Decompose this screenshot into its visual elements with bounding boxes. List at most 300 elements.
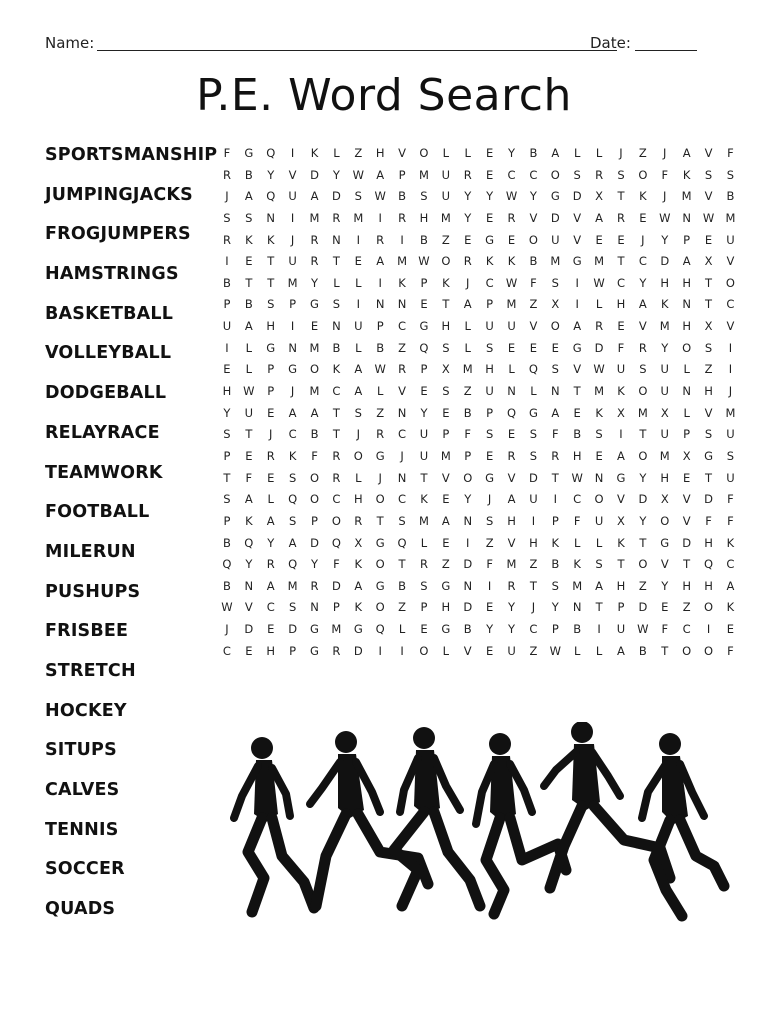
grid-letter[interactable]: B (420, 232, 428, 247)
grid-letter[interactable]: N (310, 600, 319, 615)
grid-letter[interactable]: N (682, 210, 691, 225)
grid-letter[interactable]: S (639, 362, 647, 377)
grid-letter[interactable]: Y (310, 557, 319, 572)
grid-letter[interactable]: D (528, 470, 538, 485)
grid-letter[interactable]: W (549, 643, 561, 658)
grid-letter[interactable]: U (419, 427, 429, 442)
grid-letter[interactable]: D (594, 340, 604, 355)
grid-letter[interactable]: I (378, 275, 382, 290)
grid-letter[interactable]: R (507, 448, 516, 463)
grid-letter[interactable]: O (463, 470, 473, 485)
grid-letter[interactable]: M (287, 578, 298, 593)
grid-letter[interactable]: V (617, 492, 625, 507)
grid-letter[interactable]: J (225, 189, 229, 204)
grid-letter[interactable]: R (419, 557, 428, 572)
grid-letter[interactable]: S (223, 492, 231, 507)
grid-letter[interactable]: W (221, 600, 233, 615)
grid-letter[interactable]: A (726, 578, 735, 593)
grid-letter[interactable]: H (485, 362, 494, 377)
grid-letter[interactable]: R (507, 210, 516, 225)
grid-letter[interactable]: V (660, 557, 669, 572)
grid-letter[interactable]: D (353, 643, 363, 658)
grid-letter[interactable]: R (310, 232, 319, 247)
grid-letter[interactable]: B (223, 535, 231, 550)
grid-letter[interactable]: Y (267, 535, 275, 550)
grid-letter[interactable]: T (442, 297, 450, 312)
grid-letter[interactable]: K (354, 600, 363, 615)
grid-letter[interactable]: S (595, 557, 603, 572)
grid-letter[interactable]: D (638, 600, 648, 615)
grid-letter[interactable]: M (659, 448, 670, 463)
grid-letter[interactable]: H (682, 578, 691, 593)
grid-letter[interactable]: M (594, 384, 605, 399)
grid-letter[interactable]: P (420, 600, 428, 615)
grid-letter[interactable]: R (376, 232, 385, 247)
grid-letter[interactable]: K (245, 232, 253, 247)
grid-letter[interactable]: M (309, 210, 320, 225)
grid-letter[interactable]: L (595, 643, 603, 658)
grid-letter[interactable]: Q (244, 535, 254, 550)
grid-letter[interactable]: J (466, 275, 470, 290)
grid-letter[interactable]: T (617, 557, 625, 572)
grid-letter[interactable]: I (378, 210, 382, 225)
grid-letter[interactable]: E (485, 448, 494, 463)
grid-letter[interactable]: Z (704, 362, 713, 377)
grid-letter[interactable]: L (573, 643, 581, 658)
grid-letter[interactable]: E (420, 622, 428, 637)
grid-letter[interactable]: B (244, 297, 253, 312)
grid-letter[interactable]: D (682, 535, 692, 550)
grid-letter[interactable]: O (375, 600, 385, 615)
grid-letter[interactable]: A (507, 492, 516, 507)
grid-letter[interactable]: V (726, 319, 735, 334)
grid-letter[interactable]: V (288, 167, 297, 182)
grid-letter[interactable]: Q (288, 492, 298, 507)
grid-letter[interactable]: B (573, 622, 582, 637)
grid-letter[interactable]: K (354, 557, 363, 572)
grid-letter[interactable]: O (704, 600, 714, 615)
grid-letter[interactable]: M (397, 254, 408, 269)
grid-letter[interactable]: K (595, 405, 603, 420)
grid-letter[interactable]: F (727, 146, 734, 160)
grid-letter[interactable]: U (529, 492, 538, 507)
grid-letter[interactable]: O (550, 319, 560, 334)
grid-letter[interactable]: A (288, 535, 297, 550)
grid-letter[interactable]: K (507, 254, 516, 269)
grid-letter[interactable]: V (529, 210, 538, 225)
grid-letter[interactable]: S (726, 167, 735, 182)
grid-letter[interactable]: E (595, 232, 603, 247)
grid-letter[interactable]: J (663, 189, 667, 204)
grid-letter[interactable]: T (683, 557, 691, 572)
grid-letter[interactable]: W (374, 189, 386, 204)
grid-letter[interactable]: I (553, 492, 557, 507)
grid-letter[interactable]: N (332, 232, 341, 247)
grid-letter[interactable]: Y (332, 167, 340, 182)
grid-letter[interactable]: J (619, 146, 623, 160)
grid-letter[interactable]: E (310, 319, 319, 334)
grid-letter[interactable]: C (529, 622, 538, 637)
grid-letter[interactable]: G (353, 622, 363, 637)
grid-letter[interactable]: B (551, 557, 560, 572)
grid-letter[interactable]: L (420, 535, 428, 550)
grid-letter[interactable]: L (595, 535, 603, 550)
grid-letter[interactable]: O (638, 557, 648, 572)
grid-letter[interactable]: A (266, 578, 275, 593)
grid-letter[interactable]: P (683, 232, 691, 247)
grid-letter[interactable]: X (704, 319, 713, 334)
grid-letter[interactable]: Q (375, 622, 385, 637)
grid-letter[interactable]: W (374, 362, 386, 377)
grid-letter[interactable]: Y (486, 622, 494, 637)
grid-letter[interactable]: S (704, 427, 713, 442)
grid-letter[interactable]: H (441, 319, 451, 334)
grid-letter[interactable]: U (660, 427, 669, 442)
grid-letter[interactable]: V (398, 384, 406, 399)
grid-letter[interactable]: L (530, 384, 537, 399)
grid-letter[interactable]: D (288, 622, 298, 637)
grid-letter[interactable]: S (332, 297, 341, 312)
grid-letter[interactable]: G (485, 470, 495, 485)
grid-letter[interactable]: H (507, 513, 516, 528)
grid-letter[interactable]: P (289, 297, 297, 312)
grid-letter[interactable]: L (333, 275, 340, 290)
grid-letter[interactable]: U (594, 513, 604, 528)
grid-letter[interactable]: N (682, 297, 691, 312)
grid-letter[interactable]: G (485, 232, 495, 247)
grid-letter[interactable]: P (442, 427, 450, 442)
grid-letter[interactable]: I (290, 210, 295, 225)
grid-letter[interactable]: I (378, 643, 382, 658)
grid-letter[interactable]: I (575, 297, 579, 312)
grid-letter[interactable]: J (356, 427, 360, 442)
grid-letter[interactable]: R (222, 232, 231, 247)
grid-letter[interactable]: L (398, 622, 406, 637)
grid-letter[interactable]: S (617, 167, 625, 182)
grid-letter[interactable]: L (355, 275, 362, 290)
grid-letter[interactable]: R (332, 448, 341, 463)
grid-letter[interactable]: Y (508, 146, 516, 160)
grid-letter[interactable]: B (463, 405, 472, 420)
grid-letter[interactable]: S (704, 167, 713, 182)
grid-letter[interactable]: P (683, 427, 691, 442)
grid-letter[interactable]: T (332, 254, 340, 269)
grid-letter[interactable]: H (616, 578, 626, 593)
grid-letter[interactable]: B (638, 643, 647, 658)
grid-letter[interactable]: A (244, 319, 253, 334)
grid-letter[interactable]: I (597, 622, 601, 637)
grid-letter[interactable]: F (223, 146, 231, 160)
grid-letter[interactable]: P (267, 362, 275, 377)
grid-letter[interactable]: Q (506, 405, 517, 420)
grid-letter[interactable]: E (245, 643, 253, 658)
grid-letter[interactable]: V (507, 535, 516, 550)
grid-letter[interactable]: A (354, 362, 363, 377)
grid-letter[interactable]: R (310, 254, 319, 269)
grid-letter[interactable]: T (705, 275, 713, 290)
grid-letter[interactable]: C (573, 492, 582, 507)
grid-letter[interactable]: H (266, 643, 276, 658)
grid-letter[interactable]: F (486, 557, 493, 572)
grid-letter[interactable]: W (637, 622, 649, 637)
grid-letter[interactable]: E (617, 232, 625, 247)
grid-letter[interactable]: X (354, 535, 363, 550)
grid-letter[interactable]: E (573, 405, 581, 420)
grid-letter[interactable]: V (573, 210, 582, 225)
grid-letter[interactable]: C (398, 492, 407, 507)
grid-letter[interactable]: P (223, 513, 231, 528)
grid-letter[interactable]: Z (354, 146, 363, 160)
grid-letter[interactable]: S (595, 427, 603, 442)
grid-letter[interactable]: H (222, 384, 232, 399)
grid-letter[interactable]: A (244, 189, 253, 204)
grid-letter[interactable]: H (419, 210, 429, 225)
grid-letter[interactable]: Q (419, 340, 429, 355)
grid-letter[interactable]: T (267, 254, 275, 269)
grid-letter[interactable]: M (725, 210, 736, 225)
grid-letter[interactable]: G (660, 535, 670, 550)
grid-letter[interactable]: B (529, 146, 538, 160)
grid-letter[interactable]: A (376, 254, 385, 269)
grid-letter[interactable]: P (486, 405, 494, 420)
grid-letter[interactable]: J (269, 427, 273, 442)
grid-letter[interactable]: S (398, 513, 406, 528)
grid-letter[interactable]: C (726, 557, 735, 572)
grid-letter[interactable]: F (245, 470, 253, 485)
grid-letter[interactable]: J (487, 492, 492, 507)
grid-letter[interactable]: G (528, 405, 538, 420)
grid-letter[interactable]: Z (529, 557, 538, 572)
grid-letter[interactable]: H (704, 384, 713, 399)
grid-letter[interactable]: K (266, 232, 275, 247)
grid-letter[interactable]: D (331, 189, 341, 204)
grid-letter[interactable]: D (463, 600, 473, 615)
grid-letter[interactable]: R (266, 557, 275, 572)
grid-letter[interactable]: Z (485, 535, 494, 550)
grid-letter[interactable]: J (225, 622, 229, 637)
grid-letter[interactable]: T (661, 643, 669, 658)
grid-letter[interactable]: I (466, 535, 470, 550)
grid-letter[interactable]: V (529, 319, 538, 334)
grid-letter[interactable]: H (441, 600, 451, 615)
grid-letter[interactable]: Y (420, 405, 428, 420)
grid-letter[interactable]: H (704, 578, 713, 593)
grid-letter[interactable]: I (400, 643, 404, 658)
grid-letter[interactable]: R (354, 513, 363, 528)
grid-letter[interactable]: I (356, 297, 360, 312)
grid-letter[interactable]: M (440, 210, 451, 225)
grid-letter[interactable]: V (244, 600, 253, 615)
grid-letter[interactable]: Y (464, 189, 472, 204)
grid-letter[interactable]: L (595, 297, 603, 312)
grid-letter[interactable]: O (309, 362, 320, 377)
grid-letter[interactable]: E (223, 362, 231, 377)
grid-letter[interactable]: E (485, 167, 494, 182)
grid-letter[interactable]: L (508, 362, 515, 377)
grid-letter[interactable]: C (485, 275, 494, 290)
grid-letter[interactable]: R (595, 319, 604, 334)
grid-letter[interactable]: G (616, 470, 626, 485)
grid-letter[interactable]: L (573, 535, 581, 550)
grid-letter[interactable]: X (551, 297, 560, 312)
grid-letter[interactable]: G (244, 146, 254, 160)
grid-letter[interactable]: U (485, 319, 494, 334)
grid-letter[interactable]: I (290, 319, 295, 334)
grid-letter[interactable]: P (551, 622, 559, 637)
grid-letter[interactable]: S (223, 427, 231, 442)
grid-letter[interactable]: G (375, 578, 385, 593)
grid-letter[interactable]: C (222, 643, 231, 658)
grid-letter[interactable]: N (397, 470, 407, 485)
grid-letter[interactable]: Y (267, 167, 275, 182)
grid-letter[interactable]: E (485, 146, 494, 160)
grid-letter[interactable]: R (551, 448, 560, 463)
grid-letter[interactable]: C (398, 319, 407, 334)
grid-letter[interactable]: F (727, 492, 734, 507)
grid-letter[interactable]: S (223, 210, 231, 225)
grid-letter[interactable]: T (573, 384, 581, 399)
grid-letter[interactable]: G (572, 254, 582, 269)
grid-letter[interactable]: C (398, 427, 407, 442)
grid-letter[interactable]: J (531, 600, 536, 615)
grid-letter[interactable]: L (442, 146, 450, 160)
grid-letter[interactable]: Y (661, 232, 669, 247)
grid-letter[interactable]: E (485, 600, 494, 615)
grid-letter[interactable]: P (464, 448, 472, 463)
grid-letter[interactable]: C (266, 600, 275, 615)
grid-letter[interactable]: Y (639, 470, 647, 485)
grid-letter[interactable]: F (661, 622, 669, 637)
grid-letter[interactable]: C (638, 254, 647, 269)
grid-letter[interactable]: L (683, 405, 690, 420)
grid-letter[interactable]: E (267, 470, 275, 485)
grid-letter[interactable]: D (244, 622, 254, 637)
grid-letter[interactable]: A (595, 578, 604, 593)
grid-letter[interactable]: O (660, 513, 670, 528)
grid-letter[interactable]: F (551, 427, 559, 442)
grid-letter[interactable]: O (309, 492, 320, 507)
grid-letter[interactable]: A (463, 297, 472, 312)
grid-letter[interactable]: L (442, 643, 450, 658)
grid-letter[interactable]: T (705, 470, 713, 485)
grid-letter[interactable]: E (442, 405, 450, 420)
grid-letter[interactable]: Z (398, 600, 407, 615)
grid-letter[interactable]: I (575, 275, 579, 290)
grid-letter[interactable]: K (726, 600, 735, 615)
grid-letter[interactable]: E (267, 405, 275, 420)
grid-letter[interactable]: U (616, 622, 626, 637)
grid-letter[interactable]: E (683, 470, 691, 485)
grid-letter[interactable]: U (441, 167, 451, 182)
grid-letter[interactable]: G (572, 340, 582, 355)
grid-letter[interactable]: M (353, 210, 364, 225)
grid-letter[interactable]: Q (397, 535, 407, 550)
grid-letter[interactable]: O (638, 448, 648, 463)
grid-letter[interactable]: D (638, 492, 648, 507)
grid-letter[interactable]: J (290, 232, 295, 247)
grid-letter[interactable]: S (551, 275, 559, 290)
grid-letter[interactable]: M (506, 297, 517, 312)
grid-letter[interactable]: Y (508, 600, 516, 615)
grid-letter[interactable]: X (660, 492, 669, 507)
grid-letter[interactable]: L (595, 146, 603, 160)
grid-letter[interactable]: B (529, 254, 538, 269)
grid-letter[interactable]: O (375, 557, 385, 572)
grid-letter[interactable]: S (420, 189, 428, 204)
grid-letter[interactable]: U (485, 384, 494, 399)
grid-letter[interactable]: V (682, 513, 691, 528)
grid-letter[interactable]: X (617, 513, 625, 528)
grid-letter[interactable]: H (572, 448, 582, 463)
grid-letter[interactable]: S (288, 600, 297, 615)
grid-letter[interactable]: T (420, 470, 428, 485)
grid-letter[interactable]: K (639, 189, 647, 204)
grid-letter[interactable]: M (725, 405, 736, 420)
grid-letter[interactable]: F (727, 513, 734, 528)
grid-letter[interactable]: Z (376, 405, 385, 420)
grid-letter[interactable]: M (331, 622, 342, 637)
grid-letter[interactable]: Y (529, 189, 537, 204)
grid-letter[interactable]: S (529, 427, 538, 442)
grid-letter[interactable]: U (441, 189, 451, 204)
grid-letter[interactable]: R (376, 427, 385, 442)
grid-letter[interactable]: L (333, 146, 340, 160)
grid-letter[interactable]: P (420, 275, 428, 290)
grid-letter[interactable]: Z (463, 384, 472, 399)
grid-letter[interactable]: E (354, 254, 362, 269)
grid-letter[interactable]: A (573, 319, 582, 334)
grid-letter[interactable]: P (617, 600, 625, 615)
grid-letter[interactable]: N (244, 578, 254, 593)
grid-letter[interactable]: T (398, 557, 406, 572)
grid-letter[interactable]: Y (464, 492, 472, 507)
grid-letter[interactable]: U (616, 362, 626, 377)
grid-letter[interactable]: J (663, 146, 667, 160)
grid-letter[interactable]: I (225, 254, 229, 269)
grid-letter[interactable]: H (266, 319, 276, 334)
grid-letter[interactable]: V (441, 470, 450, 485)
grid-letter[interactable]: Y (639, 513, 647, 528)
grid-letter[interactable]: W (571, 470, 583, 485)
grid-letter[interactable]: G (375, 448, 385, 463)
grid-letter[interactable]: P (551, 513, 559, 528)
grid-letter[interactable]: K (726, 535, 735, 550)
grid-letter[interactable]: X (660, 405, 669, 420)
grid-letter[interactable]: K (573, 557, 581, 572)
grid-letter[interactable]: K (332, 362, 341, 377)
grid-letter[interactable]: F (661, 167, 669, 182)
grid-letter[interactable]: V (704, 405, 713, 420)
grid-letter[interactable]: O (528, 232, 538, 247)
grid-letter[interactable]: Y (661, 340, 669, 355)
grid-letter[interactable]: S (485, 427, 494, 442)
grid-letter[interactable]: G (375, 535, 385, 550)
grid-letter[interactable]: G (550, 189, 560, 204)
grid-letter[interactable]: M (309, 384, 320, 399)
grid-letter[interactable]: N (397, 405, 407, 420)
grid-letter[interactable]: N (594, 470, 604, 485)
grid-letter[interactable]: I (400, 232, 404, 247)
grid-letter[interactable]: M (418, 167, 429, 182)
grid-letter[interactable]: J (641, 232, 645, 247)
grid-letter[interactable]: B (223, 275, 231, 290)
grid-letter[interactable]: T (332, 427, 340, 442)
grid-letter[interactable]: E (485, 643, 494, 658)
grid-letter[interactable]: S (551, 362, 559, 377)
grid-letter[interactable]: L (464, 340, 471, 355)
grid-letter[interactable]: O (550, 167, 560, 182)
grid-letter[interactable]: K (310, 146, 319, 160)
